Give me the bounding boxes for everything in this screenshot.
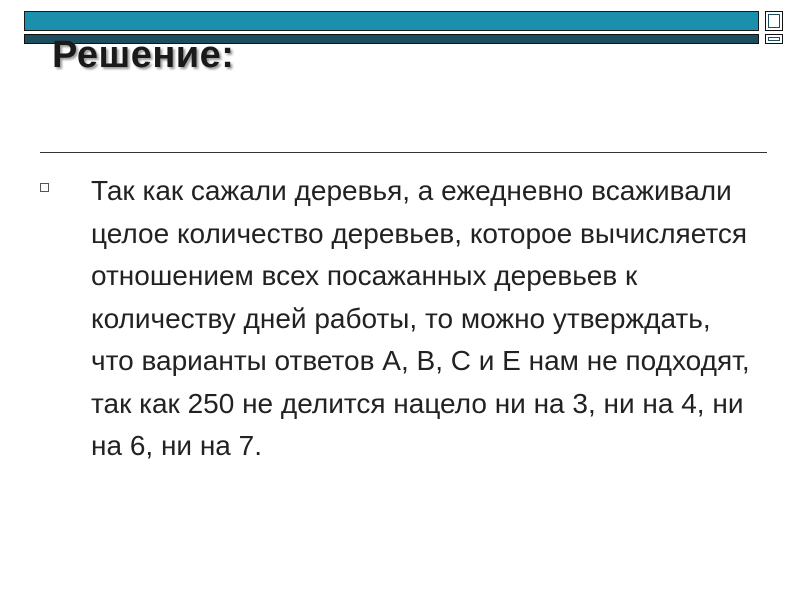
corner-square-upper-icon [765, 11, 783, 31]
hollow-square-bullet-icon [40, 183, 49, 192]
bullet-text: Так как сажали деревья, а ежедневно всаживали целое количество деревьев, которое вычисляется отношением всех посажанных деревьев к количеству дней работы, то можно утверждать, что варианты ответов A, B, C и E нам не подходят, так как 250 не делится нацело ни на 3, ни на 4, ни на 6, ни на 7. [91, 175, 750, 461]
slide-title: Решение: [52, 34, 235, 76]
corner-square-lower-icon [765, 34, 783, 44]
title-divider [40, 152, 767, 153]
top-decorative-bar [24, 11, 759, 31]
